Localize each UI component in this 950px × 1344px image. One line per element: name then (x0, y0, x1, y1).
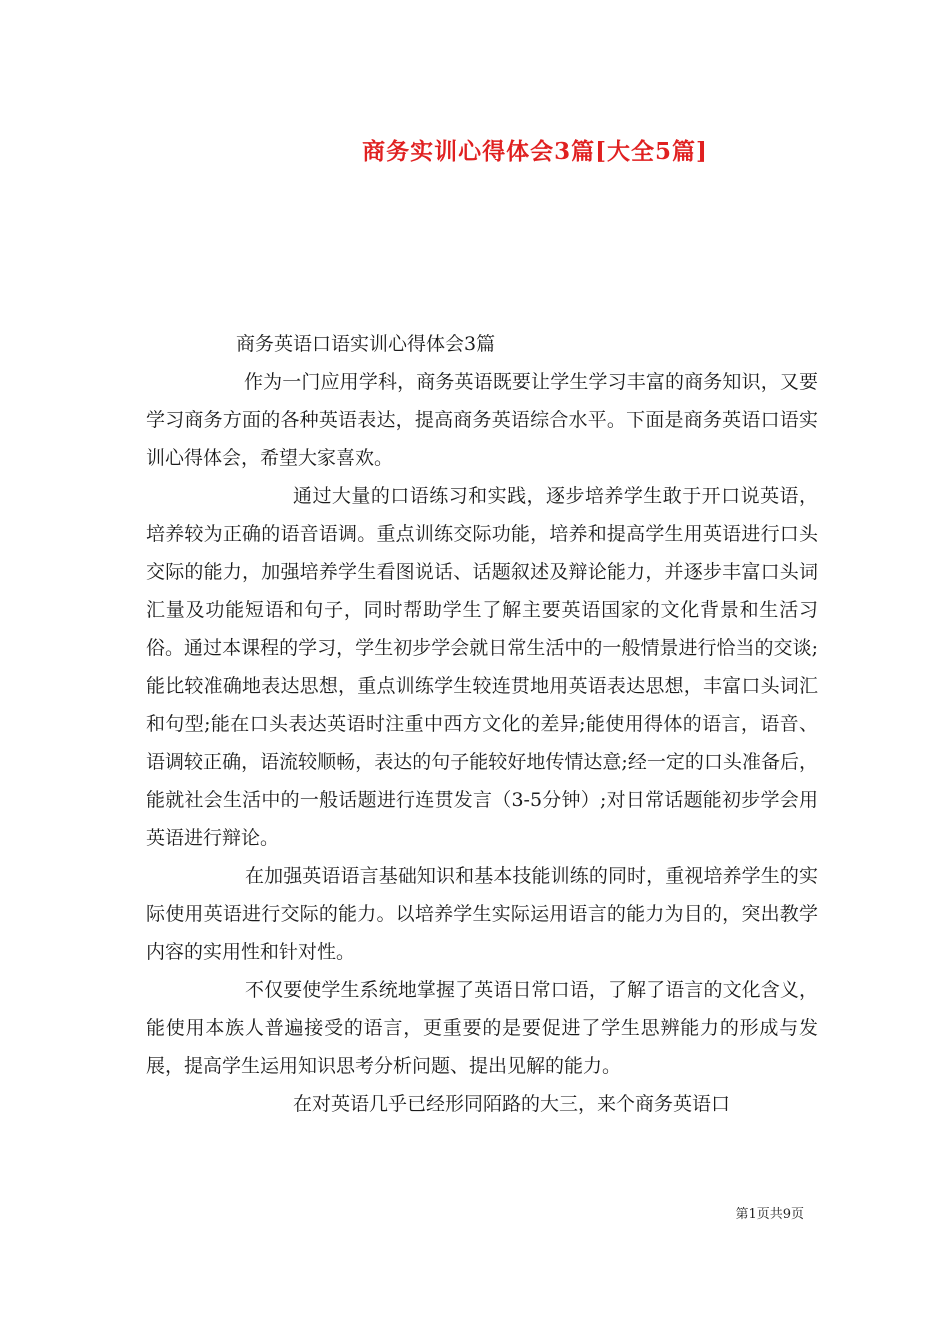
paragraph-basics: 在加强英语语言基础知识和基本技能训练的同时，重视培养学生的实际使用英语进行交际的能力。以培养学生实际运用语言的能力为目的，突出教学内容的实用性和针对性。 (146, 865, 818, 963)
paragraph-practice: 通过大量的口语练习和实践，逐步培养学生敢于开口说英语，培养较为正确的语音语调。重点训练交际功能，培养和提高学生用英语进行口头交际的能力，加强培养学生看图说话、话题叙述及辩论能力，并逐步丰富口头词汇量及功能短语和句子，同时帮助学生了解主要英语国家的文化背景和生活习俗。通过本课程的学习，学生初步学会就日常生活中的一般情景进行恰当的交谈;能比较准确地表达思想，重点训练学生较连贯地用英语表达思想，丰富口头词汇和句型;能在口头表达英语时注重中西方文化的差异;能使用得体的语言，语音、语调较正确，语流较顺畅，表达的句子能较好地传情达意;经一定的口头准备后，能就社会生活中的一般话题进行连贯发言（3-5分钟）;对日常话题能初步学会用英语进行辩论。 (146, 485, 818, 849)
paragraph-intro: 作为一门应用学科，商务英语既要让学生学习丰富的商务知识，又要学习商务方面的各种英语表达，提高商务英语综合水平。下面是商务英语口语实训心得体会，希望大家喜欢。 (146, 371, 818, 469)
paragraph-thinking: 不仅要使学生系统地掌握了英语日常口语，了解了语言的文化含义，能使用本族人普遍接受的语言，更重要的是要促进了学生思辨能力的形成与发展，提高学生运用知识思考分析问题、提出见解的能力。 (146, 979, 818, 1077)
section-subtitle: 商务英语口语实训心得体会3篇 (236, 333, 496, 355)
paragraph-junior-year: 在对英语几乎已经形同陌路的大三，来个商务英语口 (293, 1093, 731, 1115)
document-title: 商务实训心得体会3篇[大全5篇] (362, 138, 708, 165)
page-number-footer: 第1页共9页 (735, 1207, 804, 1222)
document-body (146, 325, 818, 1123)
